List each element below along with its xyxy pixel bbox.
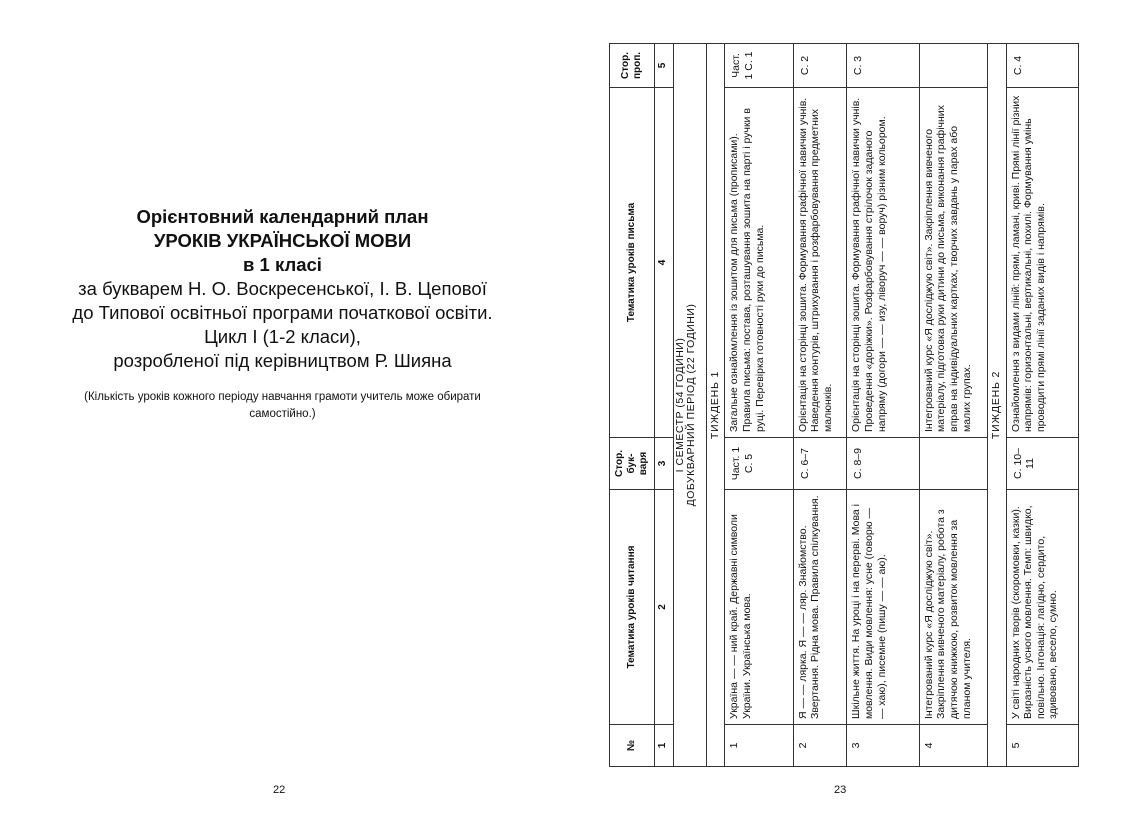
plan-table-frame — [609, 44, 1079, 767]
bukvar-page: С. 10–11 — [1006, 438, 1078, 490]
week-row — [706, 44, 725, 767]
header-text: варя — [638, 451, 650, 476]
writing-topic: Загальне ознайомлення із зошитом для письма (прописами). Правила письма: постава, розташування зошита на парті і ручки в руці. Перевірка готовності руки до письма. — [725, 88, 793, 438]
writing-topic: Орієнтація на сторінці зошита. Формування графічної навички учнів. Наведення контурів, штрихування і розфарбовування предметних малюнків. — [793, 88, 847, 438]
propys-page: С. 4 — [1006, 44, 1078, 88]
bukvar-page — [919, 438, 987, 490]
propys-page — [919, 44, 987, 88]
title-line: Орієнтовний календарний план — [136, 206, 429, 227]
table-row — [847, 44, 919, 767]
bukvar-page: С. 8–9 — [847, 438, 919, 490]
bukvar-page: Част. 1 С. 5 — [725, 438, 793, 490]
row-num: 3 — [847, 725, 919, 767]
header-text: проп. — [632, 51, 644, 80]
reading-topic: Я — — лярка. Я — — ляр. Знайомство. Звертання. Рідна мова. Правила спілкування. — [793, 490, 847, 725]
row-num: 4 — [919, 725, 987, 767]
header-num: № — [610, 725, 655, 767]
semester-row — [673, 44, 706, 767]
plan-table — [609, 43, 1079, 767]
subtitle-line: до Типової освітньої програми початкової освіти. — [72, 302, 493, 323]
reading-topic: Інтегрований курс «Я досліджую світ». Закріплення вивченого матеріалу, робота з дитячою книжкою, розвиток мовлення за планом учителя. — [919, 490, 987, 725]
subtitle-line: розробленої під керівництвом Р. Шияна — [113, 350, 452, 371]
header-row — [610, 44, 655, 767]
week-row — [987, 44, 1006, 767]
header-text: Стор. — [620, 52, 632, 79]
column-number: 2 — [655, 490, 673, 725]
bukvar-page: С. 6–7 — [793, 438, 847, 490]
subtitle-line: за букварем Н. О. Воскресенської, І. В. Цепової — [78, 278, 487, 299]
column-number-row — [655, 44, 673, 767]
reading-topic: Україна — — ний край. Державні символи України. Українська мова. — [725, 490, 793, 725]
week-label: ТИЖДЕНЬ 1 — [706, 44, 725, 767]
header-text: Стор. — [614, 450, 626, 477]
propys-page: С. 2 — [793, 44, 847, 88]
title-block — [40, 205, 525, 423]
header-propys-page — [610, 44, 655, 88]
header-bukvar-page — [610, 438, 655, 490]
propys-page: С. 3 — [847, 44, 919, 88]
note — [40, 389, 525, 423]
title-line: УРОКІВ УКРАЇНСЬКОЇ МОВИ — [153, 230, 412, 251]
column-number: 1 — [655, 725, 673, 767]
propys-page: Част. 1 С. 1 — [725, 44, 793, 88]
note-line: (Кількість уроків кожного періоду навчання грамоти учитель може обирати — [84, 391, 481, 403]
semester-label: І СЕМЕСТР (54 ГОДИНИ) — [673, 337, 686, 473]
table-row — [919, 44, 987, 767]
column-number: 4 — [655, 88, 673, 438]
period-label: ДОБУКВАРНИЙ ПЕРІОД (22 ГОДИНИ) — [685, 303, 698, 507]
header-text: бук- — [626, 453, 638, 474]
column-number: 5 — [655, 44, 673, 88]
rotated-table-wrapper — [609, 44, 1079, 767]
row-num: 5 — [1006, 725, 1078, 767]
page-number-right: 23 — [834, 784, 847, 796]
table-row — [725, 44, 793, 767]
writing-topic: Орієнтація на сторінці зошита. Формування графічної навички учнів. Проведення «доріжки». Розфарбовування стрілочок заданого напряму (догори — — изу, ліворуч — — воруч) різним кольором. — [847, 88, 919, 438]
reading-topic: У світі народних творів (скоромовки, казки). Виразність усного мовлення. Темп: швидко, повільно. Інтонація: лагідно, сердито, здивовано, весело, сумно. — [1006, 490, 1078, 725]
table-row — [793, 44, 847, 767]
header-writing: Тематика уроків письма — [610, 88, 655, 438]
semester-cell — [673, 44, 706, 767]
writing-topic: Інтегрований курс «Я досліджую світ». Закріплення вивченого матеріалу, підготовка руки дитини до письма, виконання графічних вправ на індивідуальних картках, творчих завдань у парах або малих групах. — [919, 88, 987, 438]
reading-topic: Шкільне життя. На уроці і на перерві. Мова і мовлення. Види мовлення: усне (говорю — — хаю), писемне (пишу — — аю). — [847, 490, 919, 725]
column-number: 3 — [655, 438, 673, 490]
row-num: 1 — [725, 725, 793, 767]
table-row — [1006, 44, 1078, 767]
writing-topic: Ознайомлення з видами ліній: прямі, ламані, криві. Прямі лінії різних напрямів: горизонтальні, вертикальні, похилі. Формування умінь проводити прямі лінії заданих видів і напрямів. — [1006, 88, 1078, 438]
note-line: самостійно.) — [249, 408, 316, 420]
page-number-left: 22 — [273, 784, 286, 796]
header-reading: Тематика уроків читання — [610, 490, 655, 725]
row-num: 2 — [793, 725, 847, 767]
week-label: ТИЖДЕНЬ 2 — [987, 44, 1006, 767]
subtitle-line: Цикл І (1-2 класи), — [204, 326, 361, 347]
title-line: в 1 класі — [243, 254, 322, 275]
